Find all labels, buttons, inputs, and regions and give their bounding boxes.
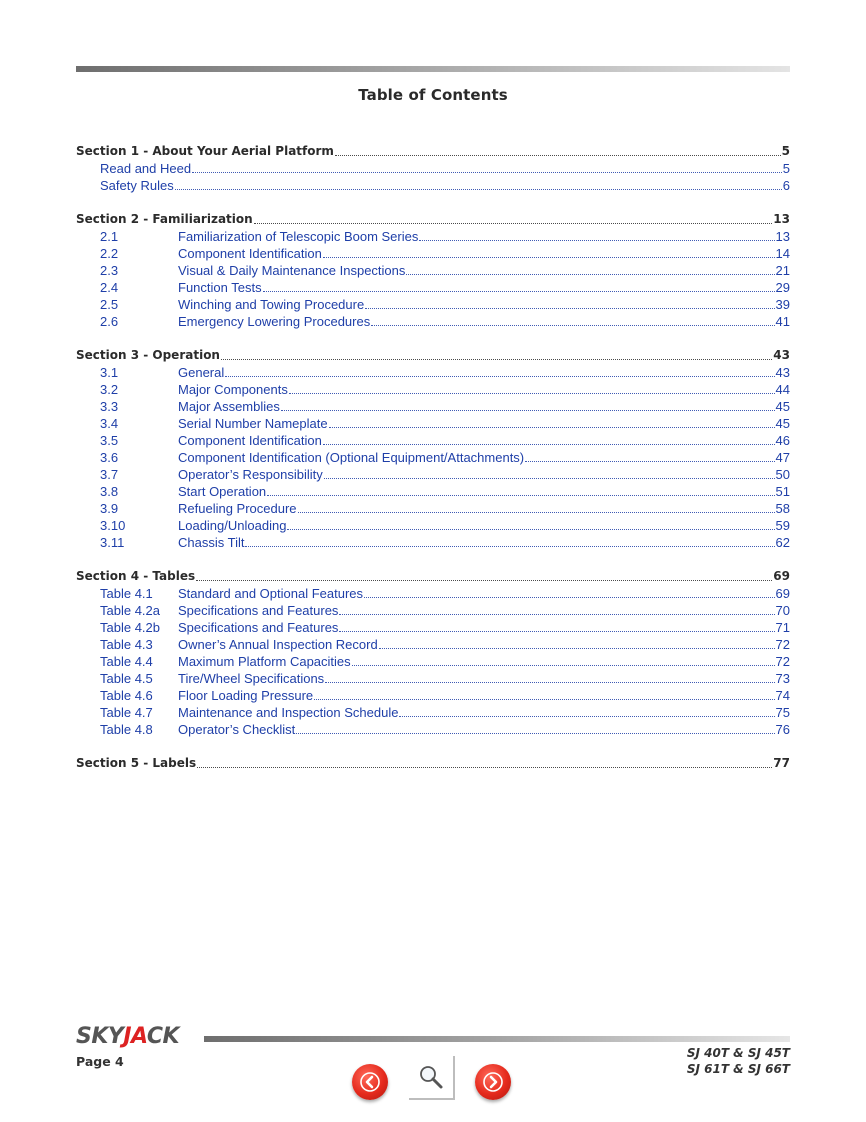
entry-label: Function Tests bbox=[178, 280, 262, 295]
dot-leader bbox=[323, 443, 775, 445]
entry-page-number: 39 bbox=[775, 297, 790, 312]
entry-label: Familiarization of Telescopic Boom Series bbox=[178, 229, 419, 244]
toc-entry-link[interactable] bbox=[76, 381, 790, 398]
toc-section bbox=[76, 347, 790, 551]
dot-leader bbox=[406, 273, 774, 275]
toc-entry-link[interactable] bbox=[76, 262, 790, 279]
dot-leader bbox=[399, 715, 774, 717]
entry-label: Maintenance and Inspection Schedule bbox=[178, 705, 399, 720]
toc-entry-link[interactable] bbox=[76, 483, 790, 500]
toc-section bbox=[76, 755, 790, 772]
entry-label: Chassis Tilt bbox=[178, 535, 245, 550]
section-page-number: 13 bbox=[773, 212, 790, 226]
entry-page-number: 62 bbox=[775, 535, 790, 550]
entry-label: Visual & Daily Maintenance Inspections bbox=[178, 263, 406, 278]
dot-leader bbox=[192, 171, 782, 173]
toc-entry-link[interactable] bbox=[76, 364, 790, 381]
entry-page-number: 71 bbox=[775, 620, 790, 635]
section-heading: Section 4 - Tables bbox=[76, 569, 196, 583]
dot-leader bbox=[419, 239, 774, 241]
entry-label: Operator’s Checklist bbox=[178, 722, 296, 737]
entry-page-number: 75 bbox=[775, 705, 790, 720]
dot-leader bbox=[365, 307, 774, 309]
toc-entry-link[interactable] bbox=[76, 398, 790, 415]
toc-entry-link[interactable] bbox=[76, 704, 790, 721]
entry-number: Table 4.2a bbox=[100, 603, 160, 618]
dot-leader bbox=[197, 766, 772, 768]
toc-entry-link[interactable] bbox=[76, 245, 790, 262]
entry-label: Safety Rules bbox=[100, 178, 174, 193]
entry-label: Major Assemblies bbox=[178, 399, 280, 414]
entry-page-number: 47 bbox=[775, 450, 790, 465]
entry-number: Table 4.3 bbox=[100, 637, 153, 652]
entry-number: Table 4.2b bbox=[100, 620, 160, 635]
model-line-2: SJ 61T & SJ 66T bbox=[686, 1062, 790, 1076]
entry-label: Serial Number Nameplate bbox=[178, 416, 328, 431]
toc-entry-link[interactable] bbox=[76, 313, 790, 330]
entry-number: 2.5 bbox=[100, 297, 119, 312]
toc-entry-link[interactable] bbox=[76, 721, 790, 738]
entry-number: 3.5 bbox=[100, 433, 119, 448]
entry-number: Table 4.6 bbox=[100, 688, 153, 703]
entry-page-number: 50 bbox=[775, 467, 790, 482]
entry-page-number: 5 bbox=[782, 161, 790, 176]
entry-page-number: 76 bbox=[775, 722, 790, 737]
entry-number: 3.1 bbox=[100, 365, 119, 380]
toc-entry-link[interactable] bbox=[76, 534, 790, 551]
entry-label: Standard and Optional Features bbox=[178, 586, 364, 601]
dot-leader bbox=[267, 494, 774, 496]
entry-page-number: 45 bbox=[775, 416, 790, 431]
toc-entry-link[interactable] bbox=[76, 279, 790, 296]
toc-entry-link[interactable] bbox=[76, 500, 790, 517]
dot-leader bbox=[281, 409, 775, 411]
magnifier-icon bbox=[417, 1063, 445, 1091]
entry-label: Refueling Procedure bbox=[178, 501, 297, 516]
dot-leader bbox=[525, 460, 774, 462]
toc-entry-link[interactable] bbox=[76, 296, 790, 313]
dot-leader bbox=[339, 613, 774, 615]
entry-number: 2.6 bbox=[100, 314, 119, 329]
toc-section bbox=[76, 211, 790, 330]
entry-page-number: 13 bbox=[775, 229, 790, 244]
dot-leader bbox=[254, 222, 773, 224]
entry-page-number: 45 bbox=[775, 399, 790, 414]
entry-label: Winching and Towing Procedure bbox=[178, 297, 365, 312]
entry-label: Major Components bbox=[178, 382, 288, 397]
entry-number: 2.3 bbox=[100, 263, 119, 278]
section-heading: Section 3 - Operation bbox=[76, 348, 220, 362]
entry-page-number: 41 bbox=[775, 314, 790, 329]
dot-leader bbox=[323, 256, 775, 258]
dot-leader bbox=[298, 511, 775, 513]
section-page-number: 77 bbox=[773, 756, 790, 770]
dot-leader bbox=[289, 392, 775, 394]
entry-page-number: 58 bbox=[775, 501, 790, 516]
toc-entry-link[interactable] bbox=[76, 636, 790, 653]
entry-label: Component Identification bbox=[178, 246, 322, 261]
model-line-1: SJ 40T & SJ 45T bbox=[686, 1046, 790, 1060]
entry-page-number: 69 bbox=[775, 586, 790, 601]
section-page-number: 5 bbox=[781, 144, 790, 158]
section-heading-link[interactable] bbox=[76, 347, 790, 364]
entry-page-number: 72 bbox=[775, 637, 790, 652]
section-heading: Section 2 - Familiarization bbox=[76, 212, 253, 226]
dot-leader bbox=[225, 375, 774, 377]
entry-label: Start Operation bbox=[178, 484, 267, 499]
section-heading-link[interactable] bbox=[76, 755, 790, 772]
entry-page-number: 14 bbox=[775, 246, 790, 261]
toc-section bbox=[76, 568, 790, 738]
entry-number: 3.8 bbox=[100, 484, 119, 499]
section-heading-link[interactable] bbox=[76, 211, 790, 228]
entry-label: Component Identification (Optional Equipment/Attachments) bbox=[178, 450, 525, 465]
dot-leader bbox=[329, 426, 775, 428]
section-heading-link[interactable] bbox=[76, 568, 790, 585]
toc-entry-link[interactable] bbox=[76, 177, 790, 194]
entry-page-number: 74 bbox=[775, 688, 790, 703]
dot-leader bbox=[339, 630, 774, 632]
header-rule bbox=[76, 66, 790, 72]
dot-leader bbox=[287, 528, 774, 530]
next-page-button[interactable] bbox=[475, 1064, 511, 1100]
entry-number: 3.2 bbox=[100, 382, 119, 397]
entry-label: Tire/Wheel Specifications bbox=[178, 671, 325, 686]
dot-leader bbox=[196, 579, 772, 581]
dot-leader bbox=[364, 596, 775, 598]
entry-label: Loading/Unloading bbox=[178, 518, 287, 533]
search-button[interactable] bbox=[409, 1056, 455, 1100]
entry-page-number: 73 bbox=[775, 671, 790, 686]
entry-page-number: 29 bbox=[775, 280, 790, 295]
entry-page-number: 72 bbox=[775, 654, 790, 669]
table-of-contents bbox=[76, 143, 790, 789]
previous-page-button[interactable] bbox=[352, 1064, 388, 1100]
dot-leader bbox=[335, 154, 781, 156]
entry-label: Maximum Platform Capacities bbox=[178, 654, 351, 669]
toc-entry-link[interactable] bbox=[76, 432, 790, 449]
entry-number: Table 4.7 bbox=[100, 705, 153, 720]
entry-label: Component Identification bbox=[178, 433, 322, 448]
entry-page-number: 59 bbox=[775, 518, 790, 533]
skyjack-logo: SKYJACK bbox=[76, 1024, 180, 1049]
entry-number: Table 4.8 bbox=[100, 722, 153, 737]
entry-label: Read and Heed bbox=[100, 161, 192, 176]
entry-number: 3.7 bbox=[100, 467, 119, 482]
toc-entry-link[interactable] bbox=[76, 670, 790, 687]
dot-leader bbox=[352, 664, 775, 666]
entry-number: 3.11 bbox=[100, 535, 125, 550]
entry-label: Operator’s Responsibility bbox=[178, 467, 323, 482]
dot-leader bbox=[324, 477, 775, 479]
entry-number: 3.4 bbox=[100, 416, 119, 431]
page-number-label: Page 4 bbox=[76, 1054, 124, 1069]
dot-leader bbox=[296, 732, 774, 734]
entry-label: Owner’s Annual Inspection Record bbox=[178, 637, 378, 652]
toc-entry-link[interactable] bbox=[76, 653, 790, 670]
entry-page-number: 46 bbox=[775, 433, 790, 448]
page-title: Table of Contents bbox=[358, 86, 508, 104]
entry-number: Table 4.5 bbox=[100, 671, 153, 686]
dot-leader bbox=[325, 681, 774, 683]
entry-number: 2.2 bbox=[100, 246, 119, 261]
section-page-number: 43 bbox=[773, 348, 790, 362]
toc-entry-link[interactable] bbox=[76, 585, 790, 602]
toc-entry-link[interactable] bbox=[76, 415, 790, 432]
dot-leader bbox=[371, 324, 774, 326]
chevron-left-icon bbox=[360, 1072, 380, 1092]
section-heading: Section 5 - Labels bbox=[76, 756, 197, 770]
toc-entry-link[interactable] bbox=[76, 517, 790, 534]
entry-page-number: 44 bbox=[775, 382, 790, 397]
section-page-number: 69 bbox=[773, 569, 790, 583]
dot-leader bbox=[245, 545, 774, 547]
section-heading: Section 1 - About Your Aerial Platform bbox=[76, 144, 334, 158]
dot-leader bbox=[379, 647, 775, 649]
entry-page-number: 43 bbox=[775, 365, 790, 380]
entry-page-number: 6 bbox=[782, 178, 790, 193]
entry-page-number: 51 bbox=[775, 484, 790, 499]
entry-label: Specifications and Features bbox=[178, 603, 339, 618]
entry-number: Table 4.1 bbox=[100, 586, 153, 601]
entry-number: 2.4 bbox=[100, 280, 119, 295]
entry-number: 3.10 bbox=[100, 518, 126, 533]
toc-entry-link[interactable] bbox=[76, 449, 790, 466]
entry-label: Floor Loading Pressure bbox=[178, 688, 314, 703]
entry-label: Specifications and Features bbox=[178, 620, 339, 635]
toc-entry-link[interactable] bbox=[76, 602, 790, 619]
entry-label: General bbox=[178, 365, 225, 380]
entry-page-number: 21 bbox=[775, 263, 790, 278]
entry-page-number: 70 bbox=[775, 603, 790, 618]
entry-number: Table 4.4 bbox=[100, 654, 153, 669]
entry-number: 2.1 bbox=[100, 229, 119, 244]
dot-leader bbox=[314, 698, 774, 700]
toc-entry-link[interactable] bbox=[76, 687, 790, 704]
toc-section bbox=[76, 143, 790, 194]
toc-entry-link[interactable] bbox=[76, 466, 790, 483]
footer-rule bbox=[204, 1036, 790, 1042]
toc-entry-link[interactable] bbox=[76, 160, 790, 177]
entry-label: Emergency Lowering Procedures bbox=[178, 314, 371, 329]
dot-leader bbox=[221, 358, 772, 360]
toc-entry-link[interactable] bbox=[76, 619, 790, 636]
toc-entry-link[interactable] bbox=[76, 228, 790, 245]
entry-number: 3.9 bbox=[100, 501, 119, 516]
entry-number: 3.3 bbox=[100, 399, 119, 414]
entry-number: 3.6 bbox=[100, 450, 119, 465]
chevron-right-icon bbox=[483, 1072, 503, 1092]
section-heading-link[interactable] bbox=[76, 143, 790, 160]
dot-leader bbox=[263, 290, 775, 292]
dot-leader bbox=[175, 188, 782, 190]
